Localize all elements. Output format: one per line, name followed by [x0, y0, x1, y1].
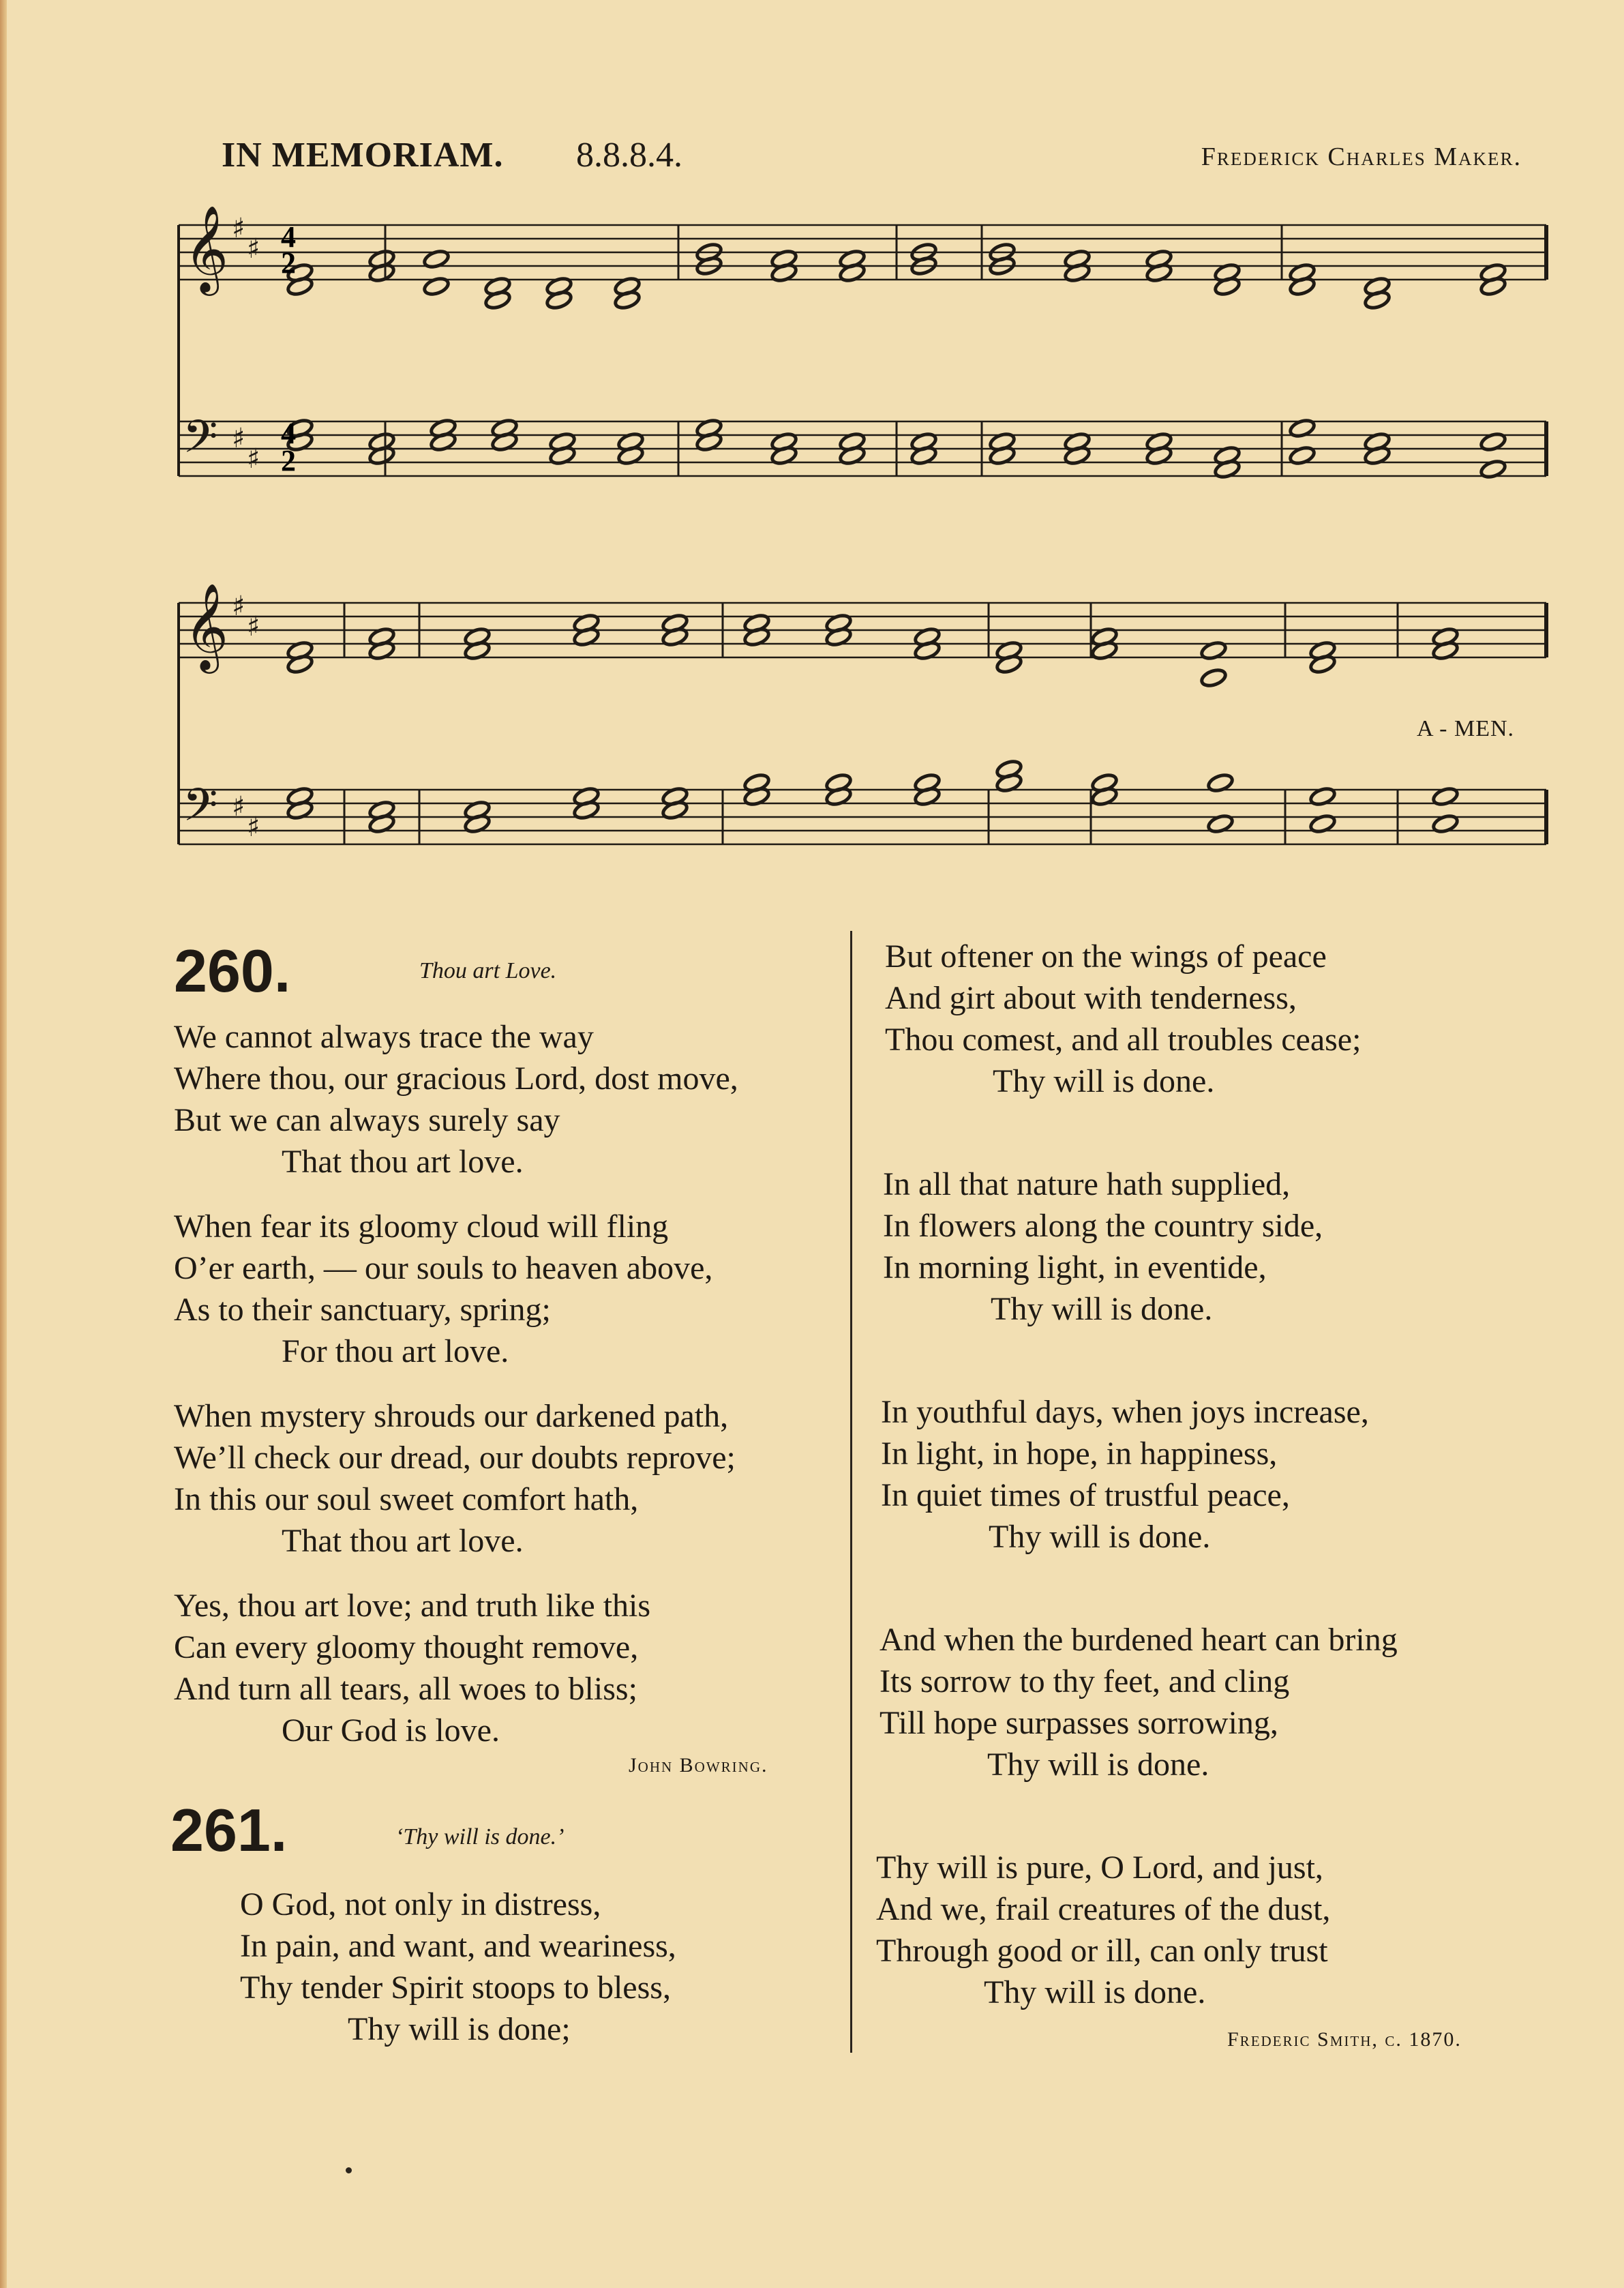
verse-line: But oftener on the wings of peace: [885, 938, 1327, 975]
stray-dot: [346, 2167, 352, 2173]
sharp-sign: ♯: [247, 443, 260, 475]
sharp-sign: ♯: [247, 233, 260, 265]
stanza: [876, 1847, 1330, 2013]
stanza: [885, 936, 1361, 1102]
sharp-sign: ♯: [232, 423, 245, 454]
sharp-sign: ♯: [247, 611, 260, 642]
verse-line: And we, frail creatures of the dust,: [876, 1891, 1331, 1927]
bass-clef: 𝄢: [183, 411, 218, 474]
sharp-sign: ♯: [232, 213, 245, 244]
column-divider: [850, 931, 852, 2053]
stanza: [883, 1163, 1323, 1330]
hymn-author-261: Frederic Smith, c. 1870.: [1227, 2028, 1462, 2051]
verse-line: Thy tender Spirit stoops to bless,: [240, 1970, 671, 2006]
verse-line: Where thou, our gracious Lord, dost move,: [174, 1060, 738, 1097]
verse-line: When mystery shrouds our darkened path,: [174, 1398, 729, 1434]
verse-line: Thy will is done.: [989, 1519, 1211, 1555]
stanza: [881, 1391, 1369, 1558]
treble-clef: 𝄞: [184, 205, 229, 292]
verse-line: In light, in hope, in happiness,: [881, 1436, 1278, 1472]
verse-line: Thy will is done.: [984, 1974, 1206, 2010]
composer-credit: Frederick Charles Maker.: [1201, 143, 1522, 171]
verse-line: In this our soul sweet comfort hath,: [174, 1481, 639, 1517]
verse-line: But we can always surely say: [174, 1102, 560, 1138]
sharp-sign: ♯: [232, 791, 245, 822]
hymn-number-260: 260.: [174, 937, 291, 1005]
verse-line: When fear its gloomy cloud will fling: [174, 1208, 669, 1245]
stanza: [879, 1619, 1398, 1785]
verse-line: That thou art love.: [282, 1523, 524, 1559]
stanza: [240, 1884, 676, 2050]
verse-line: For thou art love.: [282, 1333, 509, 1369]
time-signatures: [281, 220, 296, 477]
verse-line: Thy will is done.: [987, 1747, 1209, 1783]
tune-name: IN MEMORIAM.: [222, 136, 504, 175]
hymn-author-260: John Bowring.: [629, 1754, 768, 1777]
verse-line: And turn all tears, all woes to bliss;: [174, 1671, 637, 1707]
stanza: [174, 1206, 712, 1372]
verse-line: In pain, and want, and weariness,: [240, 1928, 676, 1964]
verse-line: O’er earth, — our souls to heaven above,: [174, 1250, 713, 1286]
verse-line: Can every gloomy thought remove,: [174, 1629, 639, 1665]
verse-line: Thou comest, and all troubles cease;: [885, 1022, 1362, 1058]
verse-line: We’ll check our dread, our doubts reprove;: [174, 1440, 736, 1476]
verse-line: We cannot always trace the way: [174, 1019, 594, 1055]
tune-meter: 8.8.8.4.: [576, 136, 682, 175]
sharp-sign: ♯: [232, 591, 245, 622]
music-system-1: [179, 205, 1546, 480]
treble-clef: 𝄞: [184, 582, 229, 670]
hymn-subtitle-260: Thou art Love.: [419, 958, 557, 983]
time-signature-bass-top: 4: [281, 417, 296, 450]
hymn-subtitle-261: ‘Thy will is done.’: [395, 1824, 565, 1849]
verse-line: As to their sanctuary, spring;: [174, 1292, 551, 1328]
amen-label: A - MEN.: [1417, 716, 1515, 741]
time-signature-treble-top: 4: [281, 220, 296, 254]
bass-clef: 𝄢: [183, 779, 218, 842]
sharp-sign: ♯: [247, 812, 260, 843]
verse-line: In youthful days, when joys increase,: [881, 1394, 1369, 1430]
verse-line: O God, not only in distress,: [240, 1886, 601, 1922]
verse-line: Thy will is done;: [348, 2011, 571, 2047]
music-score: [0, 0, 1624, 887]
verse-line: Yes, thou art love; and truth like this: [174, 1588, 651, 1624]
note-head: [1200, 667, 1228, 688]
stanza: [174, 1395, 736, 1562]
stanza: [174, 1016, 738, 1183]
verse-line: Thy will is pure, O Lord, and just,: [876, 1849, 1323, 1886]
verse-line: Our God is love.: [282, 1712, 500, 1749]
hymn-number-261: 261.: [170, 1796, 288, 1864]
verse-line: Through good or ill, can only trust: [876, 1933, 1328, 1969]
time-signature-treble-bottom: 2: [281, 246, 296, 280]
verse-line: In flowers along the country side,: [883, 1208, 1323, 1244]
verse-line: Thy will is done.: [993, 1063, 1215, 1099]
verse-line: Its sorrow to thy feet, and cling: [879, 1663, 1290, 1699]
verse-line: That thou art love.: [282, 1144, 524, 1180]
verse-line: In quiet times of trustful peace,: [881, 1477, 1290, 1513]
verse-line: And girt about with tenderness,: [885, 980, 1297, 1016]
time-signature-bass-bottom: 2: [281, 444, 296, 477]
verse-line: Thy will is done.: [991, 1291, 1213, 1327]
verse-line: In all that nature hath supplied,: [883, 1166, 1291, 1202]
verse-line: In morning light, in eventide,: [883, 1249, 1267, 1286]
music-system-2: [179, 582, 1546, 844]
stanza: [174, 1585, 650, 1751]
verse-line: Till hope surpasses sorrowing,: [879, 1705, 1278, 1741]
verse-line: And when the burdened heart can bring: [879, 1622, 1398, 1658]
